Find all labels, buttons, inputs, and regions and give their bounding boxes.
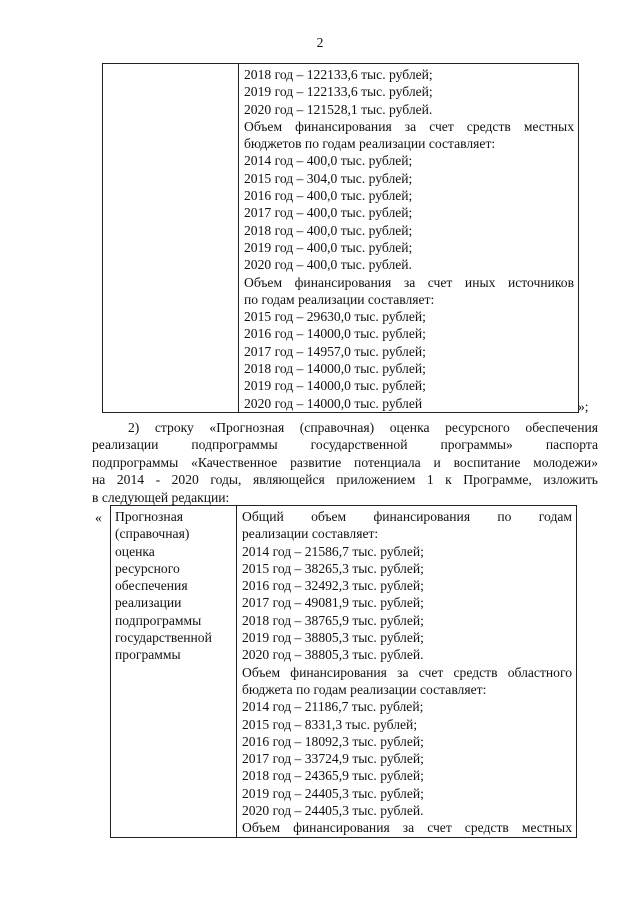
funding-line: 2017 год – 49081,9 тыс. рублей;	[242, 595, 424, 611]
label-line: реализации	[115, 595, 182, 611]
funding-line: 2018 год – 24365,9 тыс. рублей;	[242, 768, 424, 784]
funding-cell	[239, 64, 579, 413]
funding-line: 2016 год – 400,0 тыс. рублей;	[244, 188, 413, 204]
funding-line: 2015 год – 304,0 тыс. рублей;	[244, 170, 413, 186]
funding-line: 2014 год – 21586,7 тыс. рублей;	[242, 543, 424, 559]
funding-line: 2019 год – 122133,6 тыс. рублей;	[244, 84, 433, 100]
funding-line: 2017 год – 400,0 тыс. рублей;	[244, 205, 413, 221]
funding-line: 2017 год – 33724,9 тыс. рублей;	[242, 751, 424, 767]
funding-line: 2015 год – 38265,3 тыс. рублей;	[242, 560, 424, 576]
funding-line: 2019 год – 14000,0 тыс. рублей;	[244, 378, 426, 394]
funding-line: 2020 год – 121528,1 тыс. рублей.	[244, 101, 433, 117]
table-row	[111, 506, 577, 838]
funding-line: 2019 год – 400,0 тыс. рублей;	[244, 239, 413, 255]
paragraph-line: в следующей редакции:	[92, 489, 230, 505]
table-row	[103, 64, 579, 413]
paragraph-line: подпрограммы «Качественное развитие потенциала и воспитание молодежи»	[92, 454, 598, 470]
funding-line: Объем финансирования за счет иных источников	[244, 274, 574, 290]
funding-line: 2016 год – 18092,3 тыс. рублей;	[242, 733, 424, 749]
paragraph-line: реализации подпрограммы государственной программы» паспорта	[92, 437, 598, 453]
funding-line: 2016 год – 14000,0 тыс. рублей;	[244, 326, 426, 342]
funding-line: 2016 год – 32492,3 тыс. рублей;	[242, 578, 424, 594]
funding-line: 2020 год – 14000,0 тыс. рублей	[244, 395, 423, 411]
label-cell-empty	[103, 64, 239, 413]
label-line: обеспечения	[115, 578, 188, 594]
funding-line: по годам реализации составляет:	[244, 291, 435, 307]
funding-line: 2015 год – 29630,0 тыс. рублей;	[244, 309, 426, 325]
funding-line: Объем финансирования за счет средств местных	[244, 118, 574, 134]
paragraph-line: на 2014 - 2020 годы, являющейся приложением 1 к Программе, изложить	[92, 472, 598, 488]
funding-line: Общий объем финансирования по годам	[242, 509, 572, 524]
funding-table-new	[110, 505, 577, 838]
funding-line: 2018 год – 122133,6 тыс. рублей;	[244, 67, 433, 82]
funding-line: 2017 год – 14957,0 тыс. рублей;	[244, 343, 426, 359]
closing-quote: »;	[578, 399, 589, 414]
label-line: ресурсного	[115, 560, 180, 576]
label-cell	[111, 506, 237, 838]
funding-line: 2018 год – 38765,9 тыс. рублей;	[242, 612, 424, 628]
funding-line: 2018 год – 400,0 тыс. рублей;	[244, 222, 413, 238]
funding-line: 2015 год – 8331,3 тыс. рублей;	[242, 716, 418, 732]
funding-line: 2019 год – 38805,3 тыс. рублей;	[242, 630, 424, 646]
funding-line: 2020 год – 24405,3 тыс. рублей.	[242, 803, 424, 819]
label-line: Прогнозная	[115, 509, 183, 524]
funding-line: 2019 год – 24405,3 тыс. рублей;	[242, 785, 424, 801]
funding-line: Объем финансирования за счет средств местных	[242, 820, 572, 836]
label-line: программы	[115, 647, 181, 663]
amendment-paragraph	[92, 419, 598, 506]
funding-line: 2020 год – 38805,3 тыс. рублей.	[242, 647, 424, 663]
funding-line: 2014 год – 400,0 тыс. рублей;	[244, 153, 413, 169]
funding-line: 2018 год – 14000,0 тыс. рублей;	[244, 361, 426, 377]
opening-quote: «	[95, 510, 102, 525]
funding-cell	[237, 506, 577, 838]
funding-line: бюджетов по годам реализации составляет:	[244, 136, 496, 152]
page-number: 2	[316, 35, 324, 50]
label-line: (справочная)	[115, 526, 190, 542]
funding-table-continued	[102, 63, 579, 413]
funding-line: 2014 год – 21186,7 тыс. рублей;	[242, 699, 424, 715]
funding-line: бюджета по годам реализации составляет:	[242, 681, 487, 697]
funding-line: 2020 год – 400,0 тыс. рублей.	[244, 257, 412, 273]
paragraph-line: 2) строку «Прогнозная (справочная) оценка ресурсного обеспечения	[128, 420, 598, 435]
label-line: оценка	[115, 543, 155, 559]
label-line: подпрограммы	[115, 612, 202, 628]
funding-line: Объем финансирования за счет средств областного	[242, 664, 572, 680]
funding-line: реализации составляет:	[242, 526, 379, 542]
label-line: государственной	[115, 630, 212, 646]
